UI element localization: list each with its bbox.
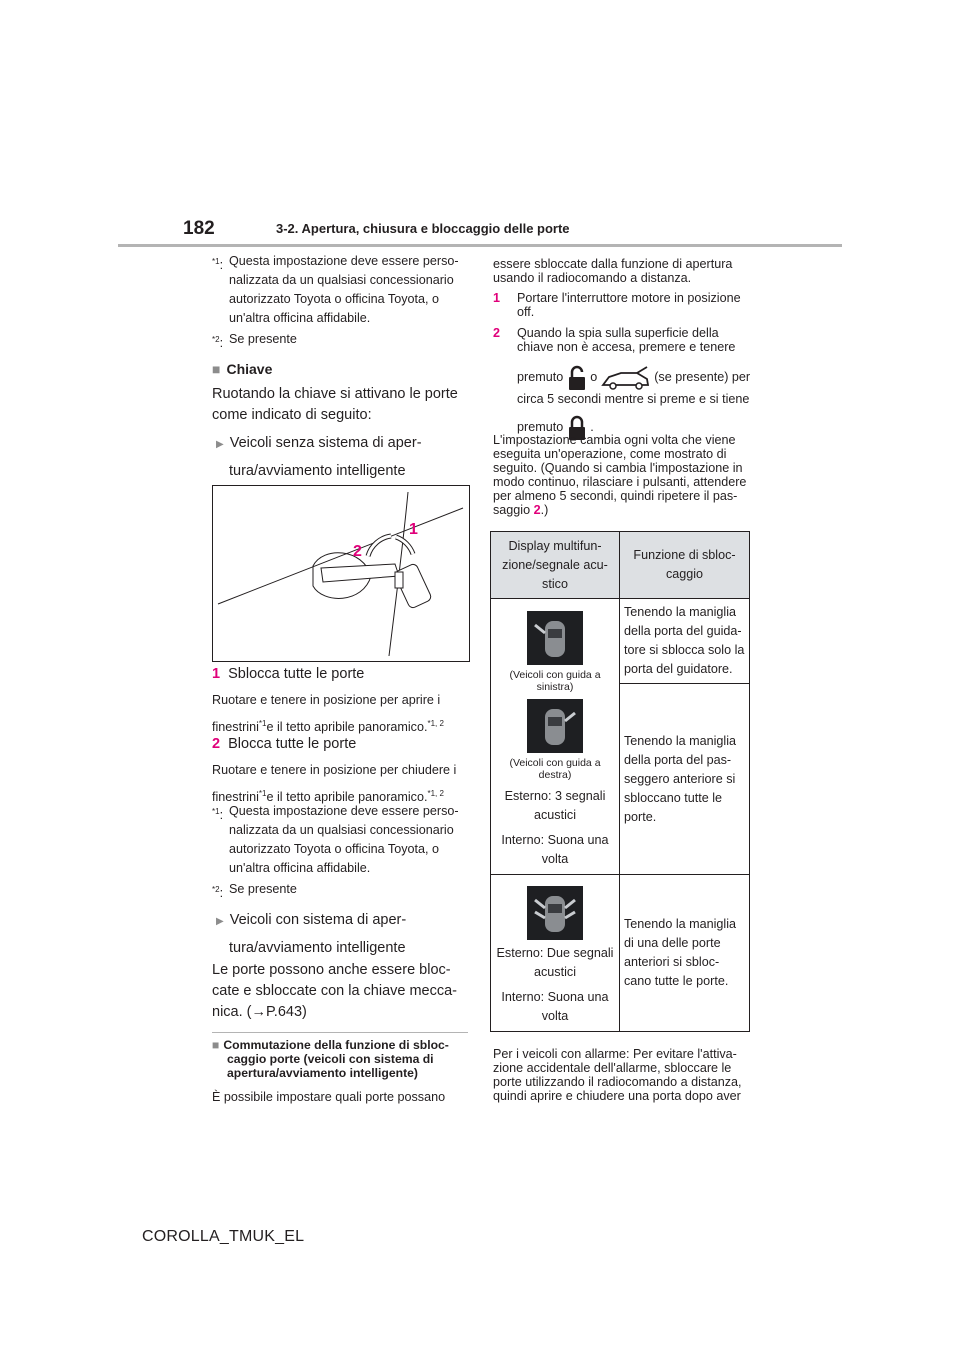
table-cell-display-3: Esterno: Due segnali acustici Interno: Suona una volta	[491, 875, 620, 1032]
subheading-smart: ▶ Veicoli con sistema di aper- tura/avviamento intelligente	[216, 912, 407, 956]
table-cell-function-3: Tenendo la maniglia di una delle porte anteriori si sbloc- cano tutte le porte.	[620, 875, 750, 1032]
table-header-display: Display multifun- zione/segnale acu- stico	[491, 532, 620, 599]
item-1: 1 Sblocca tutte le porte Ruotare e tenere in posizione per aprire i finestrini$^{*1}$e il tetto apribile panoramico.$^{*1, 2}$	[212, 666, 444, 735]
switch-text: È possibile impostare quali porte possano	[212, 1090, 446, 1104]
car-driver-door-right-icon	[527, 699, 583, 753]
page-number: 182	[183, 218, 215, 239]
car-all-doors-icon	[527, 886, 583, 940]
footer-model-code: COROLLA_TMUK_EL	[142, 1228, 305, 1245]
unlock-icon	[567, 365, 587, 391]
key-rotation-figure	[212, 485, 470, 662]
right-para-1: essere sbloccate dalla funzione di apertura usando il radiocomando a distanza.	[493, 257, 733, 285]
header-rule	[118, 244, 842, 247]
divider	[212, 1032, 468, 1033]
trunk-icon	[601, 365, 651, 391]
table-cell-function-2: Tenendo la maniglia della porta del pas- seggero anteriore si sbloccano tutte le porte.	[620, 684, 750, 875]
table-header-function: Funzione di sbloc- caggio	[620, 532, 750, 599]
mechanical-key-para: Le porte possono anche essere bloc- cate e sbloccate con la chiave mecca- nica. (→P.643)	[212, 962, 458, 1020]
step-2: 2 Quando la spia sulla superficie della chiave non è accesa, premere e tenere premuto o (se presente) per circa 5 secondi mentre si preme e si tiene premuto .	[493, 326, 755, 440]
right-para-2: L'impostazione cambia ogni volta che viene eseguita un'operazione, come mostrato di seguito. (Quando si cambia l'impostazione in modo continuo, rilasciare i pulsanti, attendere per almeno 5 secondi, quindi ripetere il pas- saggio 2.)	[493, 433, 747, 517]
table-cell-display-1: (Veicoli con guida a sinistra) (Veicoli con guida a destra) Esterno: 3 segnali acustici Interno: Suona una volta	[491, 599, 620, 875]
unlock-function-table	[490, 531, 750, 1032]
section-title: 3-2. Apertura, chiusura e bloccaggio delle porte	[276, 221, 570, 236]
table-cell-function-1: Tenendo la maniglia della porta del guida- tore si sblocca solo la porta del guidatore.	[620, 599, 750, 684]
right-para-3: Per i veicoli con allarme: Per evitare l'attiva- zione accidentale dell'allarme, sbloccare le porte utilizzando il radiocomando a distanza, quindi aprire e chiudere una porta dopo aver	[493, 1047, 742, 1103]
subheading-no-smart: ▶ Veicoli senza sistema di aper- tura/avviamento intelligente	[216, 435, 422, 479]
notes-top: $^{*1}$: Questa impostazione deve essere perso- nalizzata da un qualsiasi concessionario autorizzato Toyota o officina Toyota, o un'altra officina affidabile. $^{*2}$: Se presente	[212, 254, 459, 351]
step-1: 1 Portare l'interruttore motore in posizione off.	[493, 291, 741, 319]
item-2: 2 Blocca tutte le porte Ruotare e tenere in posizione per chiudere i finestrini$^{*1}$e il tetto apribile panoramico.$^{*1, 2}$	[212, 736, 457, 805]
intro-text: Ruotando la chiave si attivano le porte come indicato di seguito:	[212, 386, 458, 423]
car-driver-door-left-icon	[527, 611, 583, 665]
notes-bottom: $^{*1}$: Questa impostazione deve essere perso- nalizzata da un qualsiasi concessionario autorizzato Toyota o officina Toyota, o un'altra officina affidabile. $^{*2}$: Se presente	[212, 804, 459, 901]
heading-switch: ■ Commutazione della funzione di sbloc- caggio porte (veicoli con sistema di apertura/avviamento intelligente)	[212, 1038, 449, 1080]
figure-label-2: 2	[353, 543, 362, 560]
heading-chiave: ■ Chiave	[212, 361, 273, 377]
figure-label-1: 1	[409, 521, 418, 538]
